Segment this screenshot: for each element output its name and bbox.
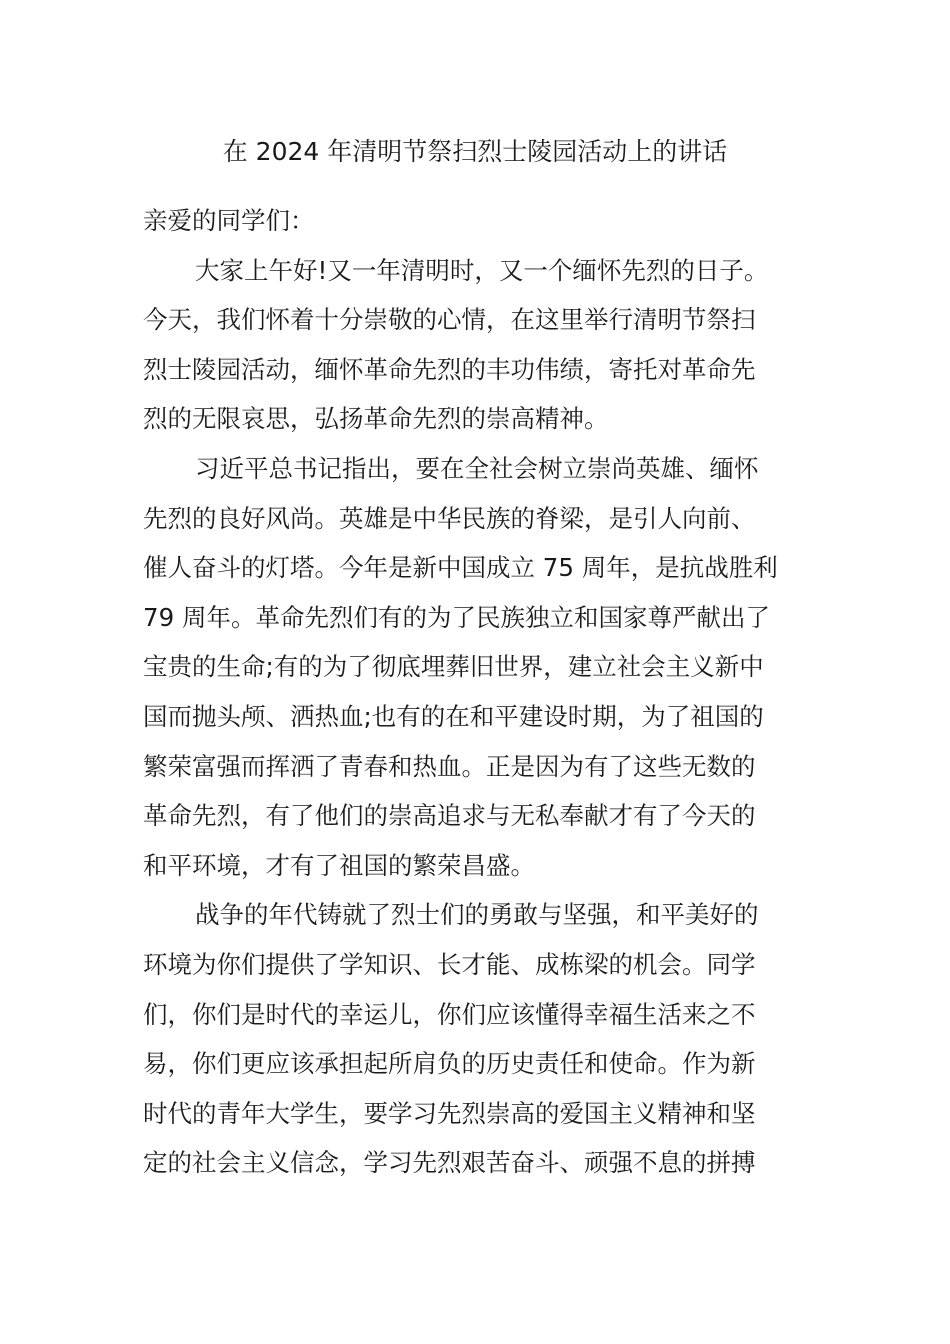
- document-title: 在 2024 年清明节祭扫烈士陵园活动上的讲话: [222, 137, 728, 166]
- paragraph-line: 革命先烈，有了他们的崇高追求与无私奉献才有了今天的: [143, 801, 756, 831]
- paragraph-line: 今天，我们怀着十分崇敬的心情，在这里举行清明节祭扫: [143, 305, 756, 335]
- paragraph-3: [143, 890, 807, 1188]
- paragraph-line: 们，你们是时代的幸运儿，你们应该懂得幸福生活来之不: [143, 999, 756, 1029]
- paragraph-1: [143, 246, 807, 444]
- paragraph-line: 习近平总书记指出，要在全社会树立崇尚英雄、缅怀: [195, 453, 759, 483]
- paragraph-line: 繁荣富强而挥洒了青春和热血。正是因为有了这些无数的: [143, 751, 756, 781]
- paragraph-line: 和平环境，才有了祖国的繁荣昌盛。: [143, 850, 535, 880]
- paragraph-line: 先烈的良好风尚。英雄是中华民族的脊梁，是引人向前、: [143, 503, 756, 533]
- paragraph-line: 国而抛头颅、洒热血;也有的在和平建设时期，为了祖国的: [143, 701, 764, 731]
- paragraph-line: 战争的年代铸就了烈士们的勇敢与坚强，和平美好的: [195, 900, 759, 930]
- paragraph-line: 烈的无限哀思，弘扬革命先烈的崇高精神。: [143, 404, 609, 434]
- paragraph-line: 79 周年。革命先烈们有的为了民族独立和国家尊严献出了: [143, 602, 770, 632]
- paragraph-line: 定的社会主义信念，学习先烈艰苦奋斗、顽强不息的拼搏: [143, 1148, 756, 1178]
- paragraph-line: 易，你们更应该承担起所肩负的历史责任和使命。作为新: [143, 1049, 756, 1079]
- paragraph-line: 环境为你们提供了学知识、长才能、成栋梁的机会。同学: [143, 949, 756, 979]
- document-body: [143, 196, 807, 1188]
- paragraph-line: 大家上午好!又一年清明时，又一个缅怀先烈的日子。: [195, 255, 769, 285]
- paragraph-line: 宝贵的生命;有的为了彻底埋葬旧世界，建立社会主义新中: [143, 652, 764, 682]
- salutation: 亲爱的同学们：: [143, 206, 315, 235]
- paragraph-line: 催人奋斗的灯塔。今年是新中国成立 75 周年，是抗战胜利: [143, 553, 778, 583]
- paragraph-line: 时代的青年大学生，要学习先烈崇高的爱国主义精神和坚: [143, 1098, 756, 1128]
- paragraph-2: [143, 444, 807, 890]
- paragraph-line: 烈士陵园活动，缅怀革命先烈的丰功伟绩，寄托对革命先: [143, 354, 756, 384]
